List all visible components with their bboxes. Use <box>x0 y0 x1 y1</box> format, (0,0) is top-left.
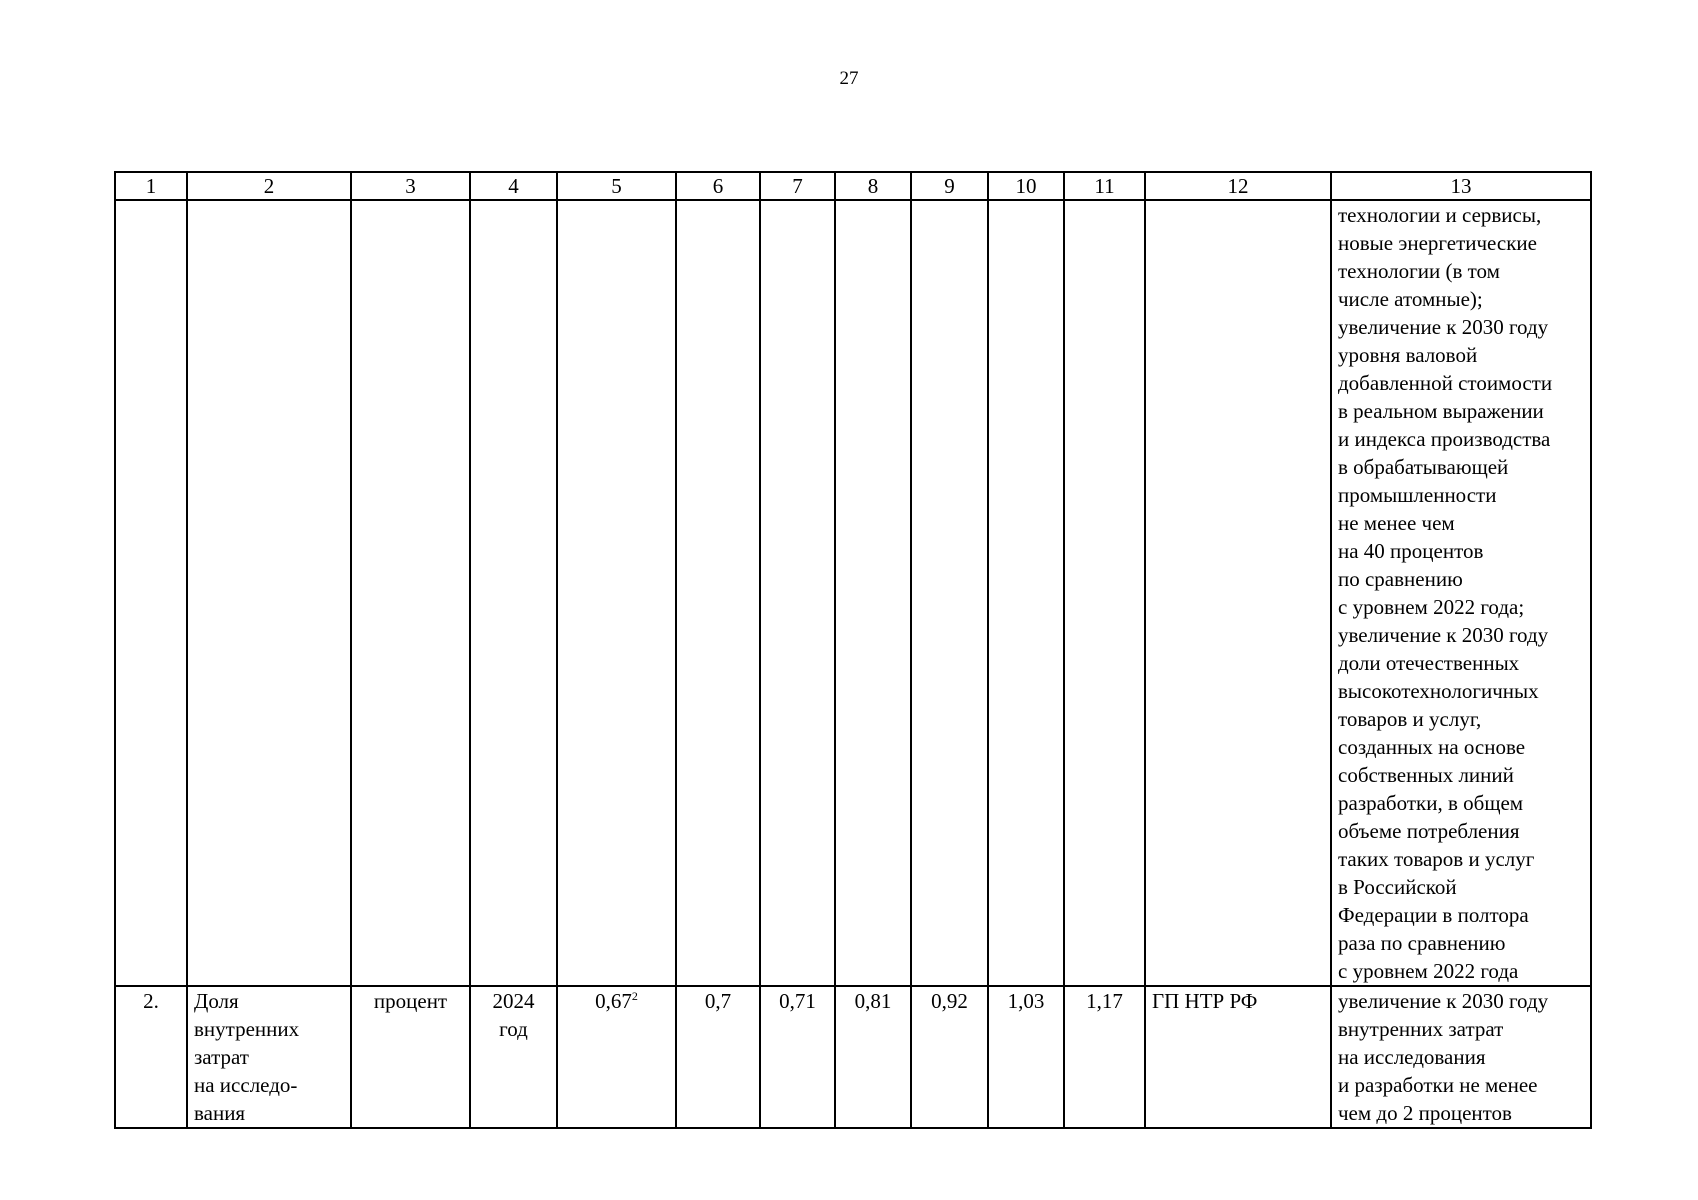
text-line: высокотехнологичных <box>1338 679 1539 703</box>
goal-text <box>1338 201 1584 985</box>
text-line: в реальном выражении <box>1338 399 1544 423</box>
empty-cell <box>760 200 835 986</box>
indicators-table <box>114 171 1592 1129</box>
header-cell: 11 <box>1064 172 1145 200</box>
unit-cell: процент <box>351 986 470 1128</box>
base-year-cell <box>470 986 557 1128</box>
text-line: на исследования <box>1338 1045 1486 1069</box>
value-cell: 0,7 <box>676 986 760 1128</box>
empty-cell <box>1145 200 1331 986</box>
empty-cell <box>115 200 187 986</box>
text-line: увеличение к 2030 году <box>1338 623 1549 647</box>
empty-cell <box>988 200 1064 986</box>
empty-cell <box>676 200 760 986</box>
text-line: числе атомные); <box>1338 287 1483 311</box>
text-line: раза по сравнению <box>1338 931 1506 955</box>
header-cell: 4 <box>470 172 557 200</box>
text-line: созданных на основе <box>1338 735 1526 759</box>
text-line: увеличение к 2030 году <box>1338 315 1549 339</box>
text-line: промышленности <box>1338 483 1497 507</box>
header-cell: 1 <box>115 172 187 200</box>
header-cell: 2 <box>187 172 351 200</box>
header-cell: 5 <box>557 172 676 200</box>
goal-cell <box>1331 986 1591 1128</box>
text-line: внутренних <box>194 1017 300 1041</box>
base-value-cell <box>557 986 676 1128</box>
empty-cell <box>351 200 470 986</box>
page-number: 27 <box>839 68 859 89</box>
text-line: на исследо- <box>194 1073 298 1097</box>
text-line: таких товаров и услуг <box>1338 847 1535 871</box>
text-line: и разработки не менее <box>1338 1073 1538 1097</box>
empty-cell <box>1064 200 1145 986</box>
header-cell: 3 <box>351 172 470 200</box>
header-cell: 10 <box>988 172 1064 200</box>
header-cell: 8 <box>835 172 911 200</box>
header-cell: 12 <box>1145 172 1331 200</box>
value-cell: 0,81 <box>835 986 911 1128</box>
empty-cell <box>557 200 676 986</box>
text-line: Доля <box>194 989 239 1013</box>
text-line: разработки, в общем <box>1338 791 1524 815</box>
value-cell: 1,17 <box>1064 986 1145 1128</box>
text-line: на 40 процентов <box>1338 539 1484 563</box>
text-line: и индекса производства <box>1338 427 1551 451</box>
empty-cell <box>911 200 988 986</box>
text-line: собственных линий <box>1338 763 1514 787</box>
indicator-name <box>187 986 351 1128</box>
value-cell: 0,71 <box>760 986 835 1128</box>
text-line: технологии и сервисы, <box>1338 203 1542 227</box>
empty-cell <box>187 200 351 986</box>
program-cell: ГП НТР РФ <box>1145 986 1331 1128</box>
text-line: год <box>499 1017 528 1041</box>
text-line: по сравнению <box>1338 567 1463 591</box>
text-line: новые энергетические <box>1338 231 1537 255</box>
text-line: доли отечественных <box>1338 651 1520 675</box>
value-cell: 1,03 <box>988 986 1064 1128</box>
header-cell: 6 <box>676 172 760 200</box>
text-line: чем до 2 процентов <box>1338 1101 1512 1125</box>
text-line: в обрабатывающей <box>1338 455 1509 479</box>
row-number: 2. <box>115 986 187 1128</box>
text-line: не менее чем <box>1338 511 1455 535</box>
header-cell: 7 <box>760 172 835 200</box>
text-line: добавленной стоимости <box>1338 371 1553 395</box>
text-line: Федерации в полтора <box>1338 903 1529 927</box>
text-line: объеме потребления <box>1338 819 1520 843</box>
empty-cell <box>470 200 557 986</box>
text-line: с уровнем 2022 года <box>1338 959 1519 983</box>
value-cell: 0,92 <box>911 986 988 1128</box>
header-cell: 13 <box>1331 172 1591 200</box>
text-line: технологии (в том <box>1338 259 1500 283</box>
text-line: вания <box>194 1101 246 1125</box>
header-cell: 9 <box>911 172 988 200</box>
text-line: товаров и услуг, <box>1338 707 1482 731</box>
table-row <box>115 200 1591 986</box>
text-line: увеличение к 2030 году <box>1338 989 1549 1013</box>
text-line: уровня валовой <box>1338 343 1478 367</box>
text-line: 2024 <box>492 989 535 1013</box>
header-row <box>115 172 1591 200</box>
text-line: с уровнем 2022 года; <box>1338 595 1525 619</box>
table-row <box>115 986 1591 1128</box>
goal-cell <box>1331 200 1591 986</box>
footnote-mark: 2 <box>631 989 638 1003</box>
text-line: внутренних затрат <box>1338 1017 1504 1041</box>
text-line: затрат <box>194 1045 249 1069</box>
empty-cell <box>835 200 911 986</box>
text-line: в Российской <box>1338 875 1457 899</box>
base-value: 0,67 <box>595 989 632 1013</box>
